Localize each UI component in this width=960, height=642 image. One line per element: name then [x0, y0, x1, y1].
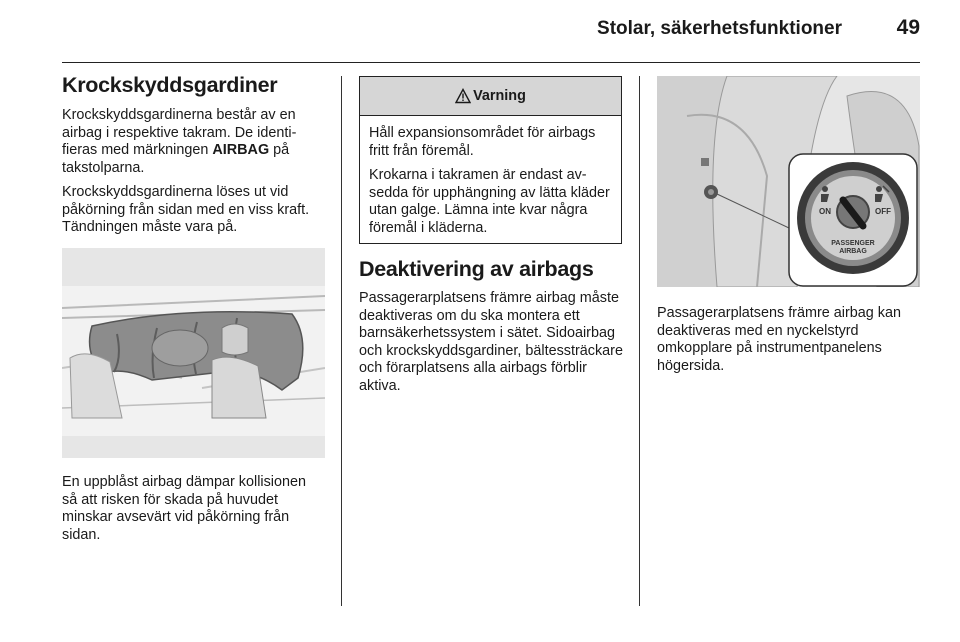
curtain-airbag-caption: En uppblåst airbag dämpar kollisionen så att risken för skada på huvudet minskar avsevärt vid påkörning från sidan. [62, 474, 306, 543]
switch-label-passenger: PASSENGER [831, 240, 875, 247]
warning-header [360, 77, 621, 116]
p1-text-end: på takstolparna. [62, 142, 290, 176]
curtain-airbag-paragraph-1 [62, 107, 325, 177]
deactivation-paragraph: Passagerarplatsens främre airbag måste deaktiveras om du ska montera ett barnsäkerhetssystem i sätet. Sidoairbag och krockskyddsgardiner, bältessträckare och förarplatsens alla airbags förblir aktiva. [359, 290, 623, 394]
airbag-switch-caption: Passagerarplatsens främre airbag kan deaktiveras med en nyckelstyrd omkopplare på instrumentpanelens högersida. [657, 305, 901, 374]
column-divider-2 [639, 76, 640, 606]
deactivation-heading: Deaktivering av airbags [359, 257, 594, 281]
p1-text-start: Krockskyddsgardinerna består av en airbag i respektive takram. De identifieras med märkningen [62, 107, 297, 159]
airbag-marking-label: AIRBAG [212, 142, 270, 159]
curtain-airbag-paragraph-2: Krockskyddsgardinerna löses ut vid påkörning från sidan med en viss kraft. Tändningen måste vara på. [62, 184, 310, 236]
warning-triangle-icon [455, 88, 471, 104]
passenger-airbag-switch-illustration [657, 76, 920, 287]
header-rule [62, 62, 920, 63]
warning-paragraph-2: Krokarna i takramen är endast avsedda för upphängning av lätta kläder utan galge. Lämna inte kvar några föremål i kläderna. [369, 167, 610, 236]
curtain-airbag-heading: Krockskyddsgardiner [62, 73, 278, 97]
page-number: 49 [896, 16, 920, 39]
warning-paragraph-1: Håll expansionsområdet för airbags fritt från föremål. [369, 125, 596, 159]
switch-on-label: ON [819, 207, 831, 216]
column-divider-1 [341, 76, 342, 606]
warning-label: Varning [473, 88, 526, 104]
switch-off-label: OFF [875, 207, 891, 216]
inflated-curtain-airbag-illustration [62, 248, 325, 458]
warning-box [359, 76, 622, 244]
header-title: Stolar, säkerhetsfunktioner [597, 18, 842, 39]
switch-label-airbag: AIRBAG [839, 248, 867, 255]
